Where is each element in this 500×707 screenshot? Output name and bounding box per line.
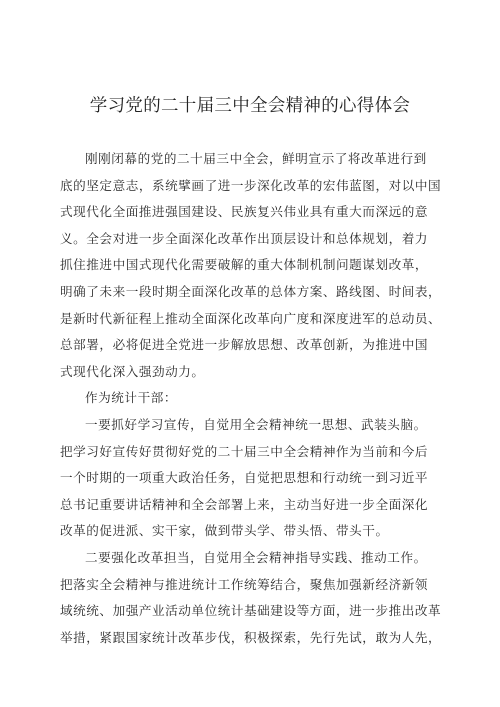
body-line: 式现代化全面推进强国建设、民族复兴伟业具有重大而深远的意 bbox=[60, 204, 429, 220]
body-line: 举措，紧跟国家统计改革步伐，积极探索，先行先试，敢为人先， bbox=[60, 629, 442, 645]
body-line: 一个时期的一项重大政治任务，自觉把思想和行动统一到习近平 bbox=[60, 470, 429, 486]
body-line: 明确了未来一段时期全面深化改革的总体方案、路线图、时间表， bbox=[60, 283, 442, 299]
body-line: 域统统、加强产业活动单位统计基础建设等方面，进一步推出改革 bbox=[60, 603, 442, 619]
body-line: 义。全会对进一步全面深化改革作出顶层设计和总体规划，着力 bbox=[60, 230, 429, 246]
body-line: 二要强化改革担当，自觉用全会精神指导实践、推动工作。 bbox=[85, 549, 427, 565]
document-body bbox=[60, 146, 444, 651]
body-line: 一要抓好学习宣传，自觉用全会精神统一思想、武装头脑。 bbox=[85, 416, 427, 432]
body-line: 是新时代新征程上推动全面深化改革向广度和深度进军的总动员、 bbox=[60, 310, 442, 326]
body-line: 底的坚定意志，系统擘画了进一步深化改革的宏伟蓝图，对以中国 bbox=[60, 177, 442, 193]
body-line: 总部署，必将促进全党进一步解放思想、改革创新，为推进中国 bbox=[60, 337, 429, 353]
document-title: 学习党的二十届三中全会精神的心得体会 bbox=[89, 96, 411, 116]
body-line: 把学习好宣传好贯彻好党的二十届三中全会精神作为当前和今后 bbox=[60, 443, 429, 459]
body-line: 式现代化深入强劲动力。 bbox=[60, 363, 205, 379]
body-line: 作为统计干部： bbox=[85, 390, 178, 406]
body-line: 改革的促进派、实干家，做到带头学、带头悟、带头干。 bbox=[60, 523, 389, 539]
body-line: 把落实全会精神与推进统计工作统筹结合，聚焦加强新经济新领 bbox=[60, 576, 429, 592]
body-line: 抓住推进中国式现代化需要破解的重大体制机制问题谋划改革， bbox=[60, 257, 429, 273]
body-line: 刚刚闭幕的党的二十届三中全会，鲜明宣示了将改革进行到 bbox=[85, 151, 427, 166]
body-line: 总书记重要讲话精神和全会部署上来，主动当好进一步全面深化 bbox=[60, 496, 429, 512]
